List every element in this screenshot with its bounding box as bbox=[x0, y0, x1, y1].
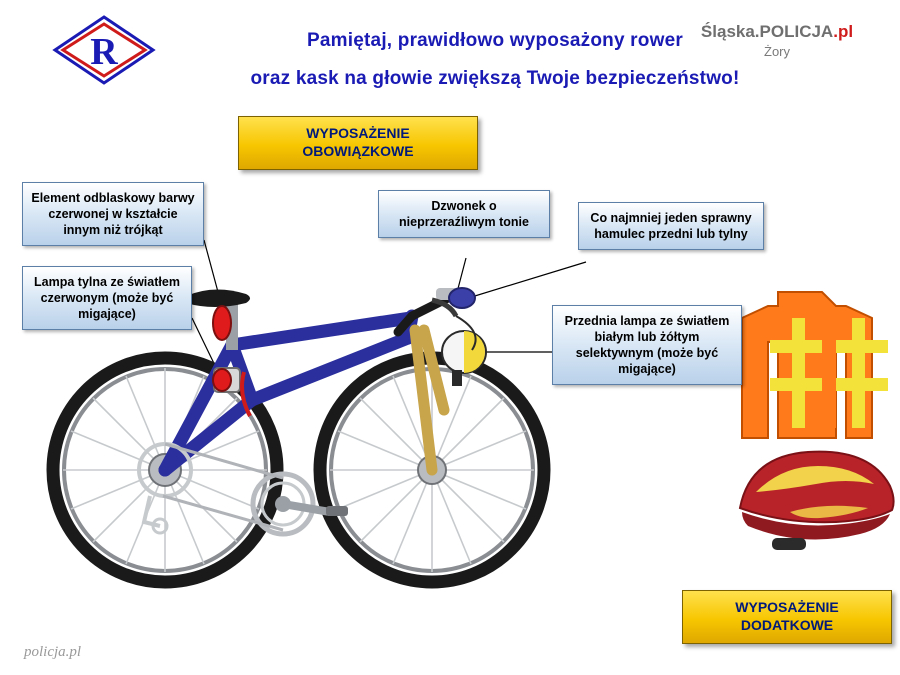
banner-mandatory-line-2: OBOWIĄZKOWE bbox=[302, 143, 414, 159]
helmet-strap bbox=[772, 538, 806, 550]
callout-rear-lamp: Lampa tylna ze światłem czerwonym (może być migające) bbox=[22, 266, 192, 330]
callout-bell: Dzwonek o nieprzeraźliwym tonie bbox=[378, 190, 550, 238]
front-fork bbox=[415, 330, 444, 470]
footer-watermark: policja.pl bbox=[24, 644, 82, 660]
callout-reflector: Element odblaskowy barwy czerwonej w kształcie innym niż trójkąt bbox=[22, 182, 204, 246]
banner-mandatory-equipment bbox=[238, 116, 478, 170]
brandmark-suffix: .pl bbox=[833, 22, 854, 41]
headline-line-2: oraz kask na głowie zwiększą Twoje bezpieczeństwo! bbox=[250, 68, 740, 89]
banner-mandatory-line-1: WYPOSAŻENIE bbox=[306, 125, 410, 141]
banner-optional-line-1: WYPOSAŻENIE bbox=[735, 599, 839, 615]
rear-lamp bbox=[213, 368, 240, 392]
logo-letter: R bbox=[90, 31, 118, 73]
banner-optional-line-2: DODATKOWE bbox=[740, 617, 834, 633]
banner-optional-equipment bbox=[682, 590, 892, 644]
saddle bbox=[186, 289, 250, 307]
rear-reflector bbox=[213, 306, 231, 340]
bell bbox=[449, 288, 475, 308]
brandmark-prefix: Śląska. bbox=[700, 22, 760, 41]
safety-vest-illustration bbox=[742, 292, 888, 438]
brandmark-city: Żory bbox=[764, 44, 790, 59]
callout-brake: Co najmniej jeden sprawny hamulec przedni lub tylny bbox=[578, 202, 764, 250]
callout-front-lamp: Przednia lampa ze światłem białym lub żółtym selektywnym (może być migające) bbox=[552, 305, 742, 385]
headline-line-1: Pamiętaj, prawidłowo wyposażony rower bbox=[307, 30, 683, 51]
front-lamp bbox=[442, 331, 486, 386]
brandmark-mid: POLICJA bbox=[759, 22, 834, 41]
helmet-illustration bbox=[740, 452, 894, 550]
